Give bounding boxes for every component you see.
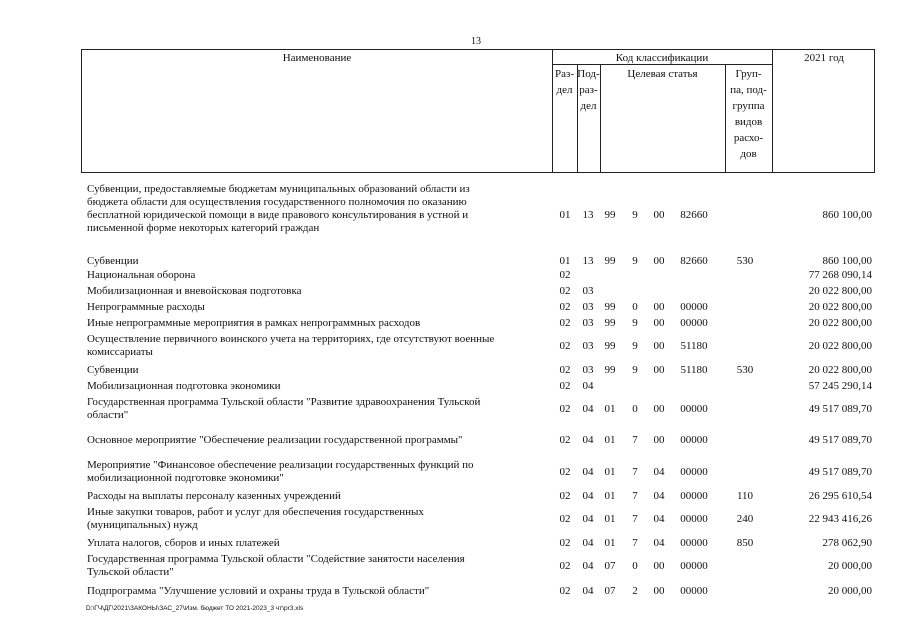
row-code-s4: 82660 [680,208,708,221]
table-row [0,285,905,298]
table-row [0,537,905,550]
row-code-s2: 7 [632,513,638,525]
table-row [0,553,905,579]
row-code-s3: 04 [653,513,665,525]
row-code-r: 02 [559,560,571,572]
row-name-line: Государственная программа Тульской области "Содействие занятости населения [87,553,465,565]
row-name-line: области" [87,409,129,421]
row-code-s2: 2 [632,585,638,597]
row-amount: 49 517 089,70 [808,434,872,446]
row-code-s3: 00 [653,364,665,376]
row-name-line: бюджета области для осуществления государственного полномочия по оказанию [87,196,467,208]
table-header [81,49,875,173]
row-code-r: 01 [559,208,571,221]
row-code-s1: 01 [604,513,616,525]
row-name [87,285,537,298]
row-code-s2: 0 [632,301,638,313]
header-gruppa: Груп- па, под- группа видов расхо- дов [730,68,767,160]
row-amount: 20 022 800,00 [808,285,872,297]
row-code-v: 530 [736,255,754,267]
row-name [87,255,537,268]
row-code-s4: 00000 [680,513,708,525]
header-name: Наименование [282,52,352,64]
page-number: 13 [471,36,481,47]
row-amount: 57 245 290,14 [808,380,872,392]
row-code-p: 04 [582,380,594,392]
row-code-s1: 07 [604,560,616,572]
row-code-s4: 00000 [680,560,708,572]
row-name [87,506,537,532]
row-code-p: 04 [582,466,594,478]
row-code-r: 02 [559,285,571,297]
table-row [0,380,905,393]
row-code-s3: 00 [653,317,665,329]
row-amount: 860 100,00 [822,255,872,267]
row-code-s1: 99 [604,340,616,352]
row-code-s4: 00000 [680,301,708,313]
row-name-line: Непрограммные расходы [87,301,205,313]
row-name-line: Осуществление первичного воинского учета на территориях, где отсутствуют военные [87,333,495,345]
row-amount: 860 100,00 [822,208,872,221]
row-name-line: комиссариаты [87,346,153,358]
row-name-line: Уплата налогов, сборов и иных платежей [87,537,280,549]
table-row [0,506,905,532]
row-code-s3: 00 [653,301,665,313]
row-name-line: Национальная оборона [87,269,196,281]
row-code-p: 13 [582,255,594,267]
row-code-s2: 9 [632,317,638,329]
row-code-s4: 82660 [680,255,708,267]
row-name [87,301,537,314]
table-row [0,183,905,235]
row-name-line: (муниципальных) нужд [87,519,198,531]
row-name-line: Мобилизационная подготовка экономики [87,380,281,392]
table-row [0,255,905,268]
row-name [87,333,537,359]
row-name-line: письменной форме некоторых категорий граждан [87,222,320,234]
row-name [87,183,537,235]
row-code-r: 02 [559,434,571,446]
row-code-s1: 01 [604,403,616,415]
row-name-line: мобилизационной подготовке экономики" [87,472,284,484]
row-name-line: Подпрограмма "Улучшение условий и охраны труда в Тульской области" [87,585,430,597]
row-code-r: 02 [559,490,571,502]
row-name-line: Мероприятие "Финансовое обеспечение реализации государственных функций по [87,459,474,471]
row-code-r: 02 [559,403,571,415]
row-amount: 49 517 089,70 [808,403,872,415]
row-code-s3: 00 [653,434,665,446]
table-row [0,301,905,314]
row-code-s4: 00000 [680,434,708,446]
row-code-r: 01 [559,255,571,267]
row-code-s3: 00 [653,340,665,352]
row-code-s1: 99 [604,255,616,267]
row-code-s2: 7 [632,434,638,446]
row-code-p: 03 [582,317,594,329]
row-name [87,380,537,393]
row-code-v: 850 [736,537,754,549]
row-code-p: 04 [582,403,594,415]
row-amount: 20 022 800,00 [808,301,872,313]
row-name [87,269,537,282]
row-code-p: 04 [582,537,594,549]
row-amount: 77 268 090,14 [808,269,872,281]
row-name-line: Расходы на выплаты персоналу казенных учреждений [87,490,341,502]
row-name [87,434,537,447]
row-code-r: 02 [559,537,571,549]
row-amount: 49 517 089,70 [808,466,872,478]
row-code-s3: 04 [653,466,665,478]
row-code-s2: 9 [632,340,638,352]
row-code-s2: 0 [632,403,638,415]
row-code-r: 02 [559,380,571,392]
row-amount: 20 000,00 [828,585,872,597]
row-code-s3: 00 [653,585,665,597]
row-code-s2: 9 [632,364,638,376]
row-amount: 20 022 800,00 [808,317,872,329]
row-code-s3: 00 [653,208,665,221]
row-code-v: 240 [736,513,754,525]
header-year: 2021 год [804,52,844,64]
table-row [0,396,905,422]
row-code-s4: 00000 [680,403,708,415]
table-row [0,459,905,485]
row-name [87,364,537,377]
row-name [87,553,537,579]
row-code-s1: 01 [604,466,616,478]
row-code-r: 02 [559,466,571,478]
row-name [87,537,537,550]
row-code-p: 13 [582,208,594,221]
row-code-r: 02 [559,364,571,376]
header-code: Код классификации [615,52,709,64]
row-name-line: бесплатной юридической помощи в виде правового консультирования в устной и [87,209,469,221]
row-code-p: 03 [582,285,594,297]
row-code-s2: 0 [632,560,638,572]
row-code-s2: 7 [632,466,638,478]
row-code-s3: 00 [653,560,665,572]
row-code-s3: 00 [653,255,665,267]
row-name [87,459,537,485]
row-code-v: 110 [736,490,754,502]
table-row [0,490,905,503]
row-code-p: 04 [582,513,594,525]
row-name [87,490,537,503]
header-razdel: Раз- дел [554,68,574,96]
table-row [0,317,905,330]
row-code-s3: 00 [653,403,665,415]
row-code-s4: 00000 [680,585,708,597]
row-name [87,396,537,422]
row-code-s4: 51180 [680,340,708,352]
row-code-s1: 01 [604,490,616,502]
row-amount: 20 000,00 [828,560,872,572]
row-code-s1: 07 [604,585,616,597]
header-podrazdel: Под- раз- дел [577,68,600,112]
table-row [0,269,905,282]
row-name-line: Субвенции, предоставляемые бюджетам муниципальных образований области из [87,183,470,195]
row-code-s4: 00000 [680,466,708,478]
row-code-p: 04 [582,490,594,502]
row-name-line: Основное мероприятие "Обеспечение реализации государственной программы" [87,434,463,446]
row-name-line: Государственная программа Тульской области "Развитие здравоохранения Тульской [87,396,481,408]
file-path-footer: D:\ГЧ\ДГ\2021\ЗАКОНЫ\ЗАС_27\Изм. бюджет ТО 2021-2023_3 чт\pr3.xls [86,605,304,612]
table-row [0,434,905,447]
row-code-r: 02 [559,513,571,525]
row-code-s3: 04 [653,490,665,502]
row-code-s1: 99 [604,317,616,329]
row-code-p: 03 [582,301,594,313]
row-code-r: 02 [559,317,571,329]
col-divider [772,50,773,172]
row-code-s1: 99 [604,301,616,313]
row-code-s4: 00000 [680,317,708,329]
row-amount: 20 022 800,00 [808,340,872,352]
row-code-v: 530 [736,364,754,376]
row-name-line: Иные непрограммные мероприятия в рамках непрограммных расходов [87,317,421,329]
row-code-s1: 01 [604,434,616,446]
row-code-s3: 04 [653,537,665,549]
row-code-r: 02 [559,301,571,313]
row-amount: 22 943 416,26 [808,513,872,525]
row-name-line: Тульской области" [87,566,174,578]
row-name-line: Субвенции [87,255,139,267]
row-code-p: 03 [582,340,594,352]
row-code-r: 02 [559,585,571,597]
row-code-s2: 9 [632,255,638,267]
row-code-p: 03 [582,364,594,376]
table-row [0,585,905,598]
table-row [0,333,905,359]
row-name [87,585,537,598]
row-amount: 20 022 800,00 [808,364,872,376]
row-code-s4: 00000 [680,490,708,502]
row-name-line: Иные закупки товаров, работ и услуг для обеспечения государственных [87,506,424,518]
row-code-s1: 99 [604,364,616,376]
table-row [0,364,905,377]
row-code-s2: 7 [632,537,638,549]
row-name-line: Мобилизационная и вневойсковая подготовка [87,285,302,297]
row-name [87,317,537,330]
row-code-r: 02 [559,269,571,281]
row-code-s2: 9 [632,208,638,221]
row-code-s1: 99 [604,208,616,221]
row-code-p: 04 [582,560,594,572]
row-code-s1: 01 [604,537,616,549]
row-code-s4: 00000 [680,537,708,549]
row-code-r: 02 [559,340,571,352]
row-code-p: 04 [582,585,594,597]
row-code-s2: 7 [632,490,638,502]
header-statya: Целевая статья [627,68,698,80]
row-code-p: 04 [582,434,594,446]
row-code-s4: 51180 [680,364,708,376]
row-amount: 278 062,90 [822,537,872,549]
row-amount: 26 295 610,54 [808,490,872,502]
row-name-line: Субвенции [87,364,139,376]
